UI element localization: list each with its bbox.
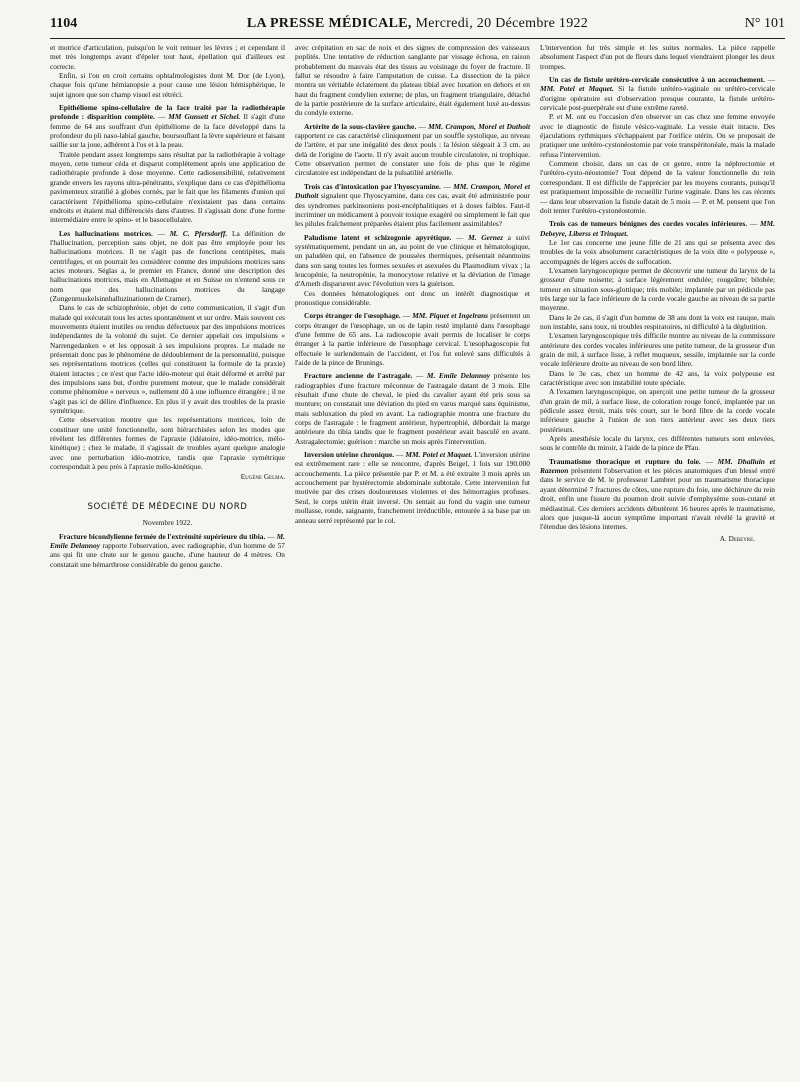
dash: — [747, 219, 760, 229]
dash: — [451, 232, 469, 242]
paragraph: P. et M. ont eu l'occasion d'en observer un cas chez une femme envoyée avec le diagnostic de fistule vésico-vaginale. La vessie était intacte. Des éjaculations rythmiques s'échappaient par l'orifice utérin. On se proposait de pratiquer une urétéro-cystonéostomie par voie transpéritonéale, mais la malade refusa l'intervention. [540, 112, 775, 159]
article-inversion-uterine [295, 450, 530, 525]
society-date: Novembre 1922. [142, 518, 193, 528]
paragraph: Comment choisir, dans un cas de ce genre, entre la néphrectomie et l'urétéro-cysto-néostomie? Tout dépend de la valeur fonctionnelle du rein correspondant. Il est difficile de l'apprécier par les moyens courants, puisqu'il est pratiquement impossible de recueillir l'urine vaginale. Dans les cas récents — dans leur observation la fistule datait de 5 mois — P. et M. pensent que l'on doit tenter l'urétéro-cystonéostomie. [540, 159, 775, 215]
article-fracture-tibia [50, 532, 285, 569]
signature: Eugène Gelma. [240, 473, 285, 482]
signature: A. Debeyre. [719, 534, 755, 543]
paragraph: avec crépitation en sac de noix et des signes de compression des vaisseaux poplités. Une tentative de réduction sanglante par vissage échoua, en raison probablement du mauvais état des tissus au voisinage du foyer de fracture. Il fallut se résoudre à faire l'amputation de cuisse. La dissection de la pièce montra un véritable éclatement du plateau tibial avec luxation en dehors et en haut du fragment condylien externe; de plus, un fragment triangulaire, détaché de la partie postérieure de la surface articulaire, était également luxé au-dessus du condyle externe. [295, 43, 530, 118]
dash: — [440, 181, 454, 191]
dash: — [394, 450, 406, 460]
dash: — [416, 121, 429, 131]
article-authors: M. C. Pfersdorff. [169, 228, 228, 238]
paragraph: Après anesthésie locale du larynx, ces différentes tumeurs sont enlevées, sous le contrôle du miroir, à l'aide de la pince de Pfau. [540, 434, 775, 453]
article-authors: MM. Dhalluin et Razemon [540, 456, 775, 476]
article-title: Un cas de fistule urétéro-cervicale consécutive à un accouchement. [549, 75, 765, 85]
article-authors: MM Gunsett et Sichel. [168, 112, 241, 122]
article-astragale [295, 371, 530, 446]
article-title: Epithéliome spino-cellulaire de la face traité par la radiothérapie profonde : disparition complète. [50, 103, 285, 122]
dash: — [400, 311, 413, 321]
article-title: Fracture ancienne de l'astragale. [304, 371, 413, 381]
journal-title: LA PRESSE MÉDICALE, [246, 16, 412, 31]
article-title: Trois cas d'intoxication par l'hyoscyamine. [304, 181, 441, 191]
dash: — [412, 371, 427, 381]
paragraph: Dans le 2e cas, il s'agit d'un homme de 38 ans dont la voix est rauque, mais non instable, sans toux, ni troubles respiratoires, ni difficulté à la déglutition. [540, 312, 775, 331]
article-oesophage [295, 311, 530, 367]
article-authors: M. Emile Delannoy [426, 371, 491, 381]
article-cordes-vocales [540, 219, 775, 238]
article-authors: MM. Crampon, Morel et Duthoit [295, 181, 530, 201]
dash: — [152, 228, 170, 238]
paragraph: L'examen laryngoscopique très difficile montre au niveau de la commissure antérieure des cordes vocales inférieures une petite tumeur, de la grosseur d'un grain de mil, à surface lisse, à reflet muqueux, sessile, implantée sur la corde vocale inférieure droite au niveau de son bord libre. [540, 331, 775, 369]
paragraph: Enfin, si l'on en croit certains ophtalmologistes dont M. Dor (de Lyon), chaque fois qu'une hémianopsie a pour cause une lésion hémisphérique, le sujet ignore que son champ visuel est rétréci. [50, 71, 285, 99]
article-body: Il s'agit d'une femme de 64 ans souffrant d'un épithéliome de la face développé dans la profondeur du pli naso-labial gauche, boursouflant la lèvre supérieure et faisant saillie sur la joue, adhérent à l'os et à la peau. [50, 112, 285, 150]
article-title: Paludisme latent et schizogonie apyrétique. [304, 232, 452, 242]
column-2 [295, 43, 530, 525]
article-title: Corps étranger de l'œsophage. [304, 311, 401, 321]
article-authors: MM. Crampon, Morel et Duthoit [428, 121, 530, 131]
article-title: Fracture bicondylienne fermée de l'extrémité supérieure du tibia. [59, 531, 266, 541]
article-body: rapporte l'observation, avec radiographie, d'un homme de 57 ans qui fit une chute sur le genou gauche, d'une hauteur de 4 mètres. On constatait une hémarthrose considérable du genou gauche. [50, 540, 285, 569]
article-title: Trois cas de tumeurs bénignes des cordes vocales inférieures. [549, 219, 748, 229]
article-title: Inversion utérine chronique. [304, 450, 395, 460]
paragraph: Le 1er cas concerne une jeune fille de 21 ans qui se présenta avec des troubles de la voix absolument caractéristiques de la voix dite « polypeuse », accompagnés de légers accès de suffocation. [540, 237, 775, 266]
paragraph: Traitée pendant assez longtemps sans résultat par la radiothérapie à voltage moyen, cette tumeur céda et disparut complètement après une application de radiothérapie profonde à dose moyenne. Cette radiosensibilité, relativement grande envers les rayons ultra-pénétrants, s'explique dans ce cas d'épithélioma pavimenteux stratifié à globes cornés, par le fait que les filaments d'union qui caractérisent l'épithélioma spino-cellulaire n'existaient pas dans certains endroits et étaient mal différenciés dans d'autres. Il s'agissait donc d'une forme intermédiaire entre le spino- et le basocellulaire. [50, 149, 285, 225]
article-body: a suivi systématiquement, pendant un an, au point de vue clinique et hématologique, un paludéen qui, en l'absence de poussées thermiques, présentait néanmoins dans son sang toutes les formes sexuées et asexuées du Plasmodium vivax ; la leucopénie, la neutropénie, la monocytose relative et la déviation de l'image d'Arneth disparurent avec l'évolution vers la guérison. [295, 232, 530, 289]
dash: — [154, 112, 169, 122]
article-authors: MM. Potel et Maquet. [405, 450, 473, 460]
article-paludisme [295, 233, 530, 289]
article-authors: M. Gernez [468, 232, 503, 242]
header-rule [50, 38, 785, 39]
paragraph: et motrice d'articulation, puisqu'on le voit remuer les lèvres ; et cependant il met très longtemps avant d'épeler tout haut, épellation qui d'ailleurs est correcte. [50, 43, 285, 71]
paragraph: A l'examen laryngoscopique, on aperçoit une petite tumeur de la grosseur d'un grain de mil, à surface lisse, de coloration rouge foncé, implantée par un pédicule assez étroit, mais très court, sur le bord libre de la corde vocale inférieure gauche à l'union de son tiers antérieur avec ses deux tiers postérieurs. [540, 387, 775, 434]
article-traumatisme [540, 457, 775, 532]
paragraph: L'examen laryngoscopique permet de découvrir une tumeur du larynx de la grosseur d'une noisette; à surface légèrement ondulée; rougeâtre; bilobée; tumeur en situation sous-glottique; très mobile; implantée par un pédicule pas très large sur la face inférieure de la corde vocale gauche au niveau de sa partie moyenne. [540, 265, 775, 313]
article-authors: MM. Piquet et Ingelrans [412, 311, 489, 321]
column-3 [540, 43, 775, 544]
article-hallucinations [50, 229, 285, 304]
article-fistule [540, 75, 775, 112]
paragraph: Dans le 3e cas, chez un homme de 42 ans, la voix polypeuse est caractéristique avec son instabilité toute spéciale. [540, 368, 775, 388]
article-title: Les hallucinations motrices. [59, 228, 153, 238]
article-epitheliome [50, 103, 285, 150]
paragraph: L'intervention fut très simple et les suites normales. La pièce rappelle absolument l'aspect d'un pot de fleurs dans lequel viendraient plonger les deux trompes. [540, 43, 775, 71]
article-body: présentent l'observation et les pièces anatomiques d'un blessé entré dans le service de M. le professeur Lambret pour un traumatisme thoracique ayant déterminé 7 fractures de côtes, une rupture du foie, une déchirure du rein droit, enfin une fissure du poumon droit suivie d'emphysème sous-cutané et médiastinal. Ces derniers accidents débutèrent 16 heures après le traumatisme, alors que jusque-là aucun symptôme important n'avait révélé la gravité et l'étendue des lésions internes. [540, 466, 775, 532]
article-arterite [295, 122, 530, 178]
article-body: présentent un corps étranger de l'œsophage, un os de lapin resté implanté dans l'œsophage d'une femme de 65 ans. La radioscopie avait permis de localiser le corps étranger à la partie inférieure de l'œsophage cervical. L'œsophagoscopie fut effectuée le surlendemain de l'accident, et l'os fut enlevé sans difficultés à l'aide de la pince de Brunings. [295, 311, 530, 367]
article-body: rapportent ce cas caractérisé cliniquement par un souffle systolique, au niveau de l'artère, et par une inégalité des deux pouls : la lésion siégeait à 3 cm. au delà de l'origine de l'aorte. Il n'y avait aucun trouble circulatoire, ni trophique. Cette observation permet de constater une fois de plus que le régime circulatoire est indépendant de la pulsatilité artérielle. [295, 131, 530, 178]
society-heading: SOCIÉTÉ DE MÉDECINE DU NORD [87, 501, 248, 512]
article-authors: MM. Debeyre, Liberss et Trinquet. [540, 219, 775, 238]
article-body: La définition de l'hallucination, perception sans objet, ne doit pas être employée pour les hallucinations motrices. Il ne s'agit pas de fonctions centripètes, mais centrifuges, et on pourrait les considérer comme des impulsions motrices sans actes moteurs. Séglas a, le premier en France, donné une description des hallucinations motrices, mais en Allemagne et en Suisse on n'entend sous ce nom que des hallucinations motrices du langage (Zungenmuskelsinnhalluzinationen de Cramer). [50, 228, 285, 303]
page-number: 1104 [50, 16, 78, 31]
article-body: présente les radiographies d'une fracture méconnue de l'astragale datant de 3 mois. Elle résultait d'une chute de cheval, le pied du cavalier ayant été pris sous sa monture; on constatait une déviation du pied en varus marqué sans équinisme, mais subluxation du pied en avant. La radiographie montra une fracture du corps de l'astragale : le fragment antérieur, hypertrophié, débordait la marge antérieure du tibia tandis que le fragment postérieur avait basculé en avant. Astragalectomie; guérison : marche un mois après l'intervention. [295, 371, 531, 446]
page-header [50, 16, 785, 36]
article-authors: MM. Potel et Maquet. [540, 84, 614, 94]
issue-number: N° 101 [744, 16, 785, 31]
column-1 [50, 43, 285, 569]
dash: — [700, 456, 718, 466]
article-body: signalent que l'hyoscyamine, dans ces cas, avait été administrée pour des syndromes parkinsoniens post-encéphalitiques et à doses faibles. Faut-il incriminer un médicament à pouvoir toxique exagéré ou simplement le fait que les pilules fraîchement préparées étaient plus facilement assimilables? [295, 191, 530, 229]
dash: — [265, 531, 277, 541]
issue-date: Mercredi, 20 Décembre 1922 [415, 16, 589, 31]
article-title: Artérite de la sous-clavière gauche. [304, 121, 417, 131]
paragraph: Ces données hématologiques ont donc un intérêt diagnostique et pronostique considérable. [295, 288, 530, 307]
article-authors: M. Emile Delannoy [50, 531, 285, 550]
article-title: Traumatisme thoracique et rupture du foie. [549, 456, 701, 466]
article-hyoscyamine [295, 182, 530, 229]
paragraph: Cette observation montre que les représentations motrices, loin de constituer une unité fonctionnelle, sont hiérarchisées selon les modes que révèlent les différentes formes de l'apraxie (idéatoire, idéo-motrice, mélo-kinétique) ; chez le malade, il s'agissait de troubles ayant quelque analogie avec une perturbation idéo-motrice, tandis que l'apraxie symétrique correspondait à peu près à l'apraxie mélo-kinétique. [50, 415, 285, 472]
article-body: Si la fistule urétéro-vaginale ou urétéro-cervicale d'origine opératoire est d'observation presque courante, la fistule urétéro-cervicale post-puerpérale est d'une extrême rareté. [540, 84, 776, 113]
paragraph: Dans le cas de schizophrénie, objet de cette communication, il s'agit d'un malade qui exécutait tous les actes spontanément et sur ordre. Mais souvent ces mouvements étaient inutiles ou rendus défectueux par des impulsions motrices indépendantes de la volonté du sujet. Ce dernier appelait ces impulsions « Narrengedanken » et les opposait à ses impulsions propres. Le malade ne présentait donc pas le phénomène de dédoublement de la personnalité, puisque ses représentations motrices (celles qui constituent la formule de la praxie) étaient intactes ; ce n'est que l'acte idéo-moteur qui était déformé et arrêté par des impulsions sans but, d'ordre purement moteur, que le malade considérait comme phénomène « nerveux », nullement dû à une influence étrangère ; il ne s'agit pas ici de délire d'influence. En plus il y avait des troubles de la praxie symétrique. [50, 303, 285, 416]
dash: — [764, 75, 775, 85]
masthead [50, 16, 785, 32]
article-body: L'inversion utérine est extrêmement rare : elle se rencontre, d'après Beigel, 1 fois sur 190.000 accouchements. La pièce présentée par P. et M. a été extraite 3 mois après un accouchement par hystérectomie abdominale subtotale. Cette intervention fut motivée par des crises douloureuses violentes et des hémorragies profuses. Seul, le corps utérin était inversé. On sentait au fond du vagin une tumeur mollasse, ronde, saignante, franchement irréductible, entourée à sa base par un anneau serré représenté par le col. [295, 450, 531, 525]
